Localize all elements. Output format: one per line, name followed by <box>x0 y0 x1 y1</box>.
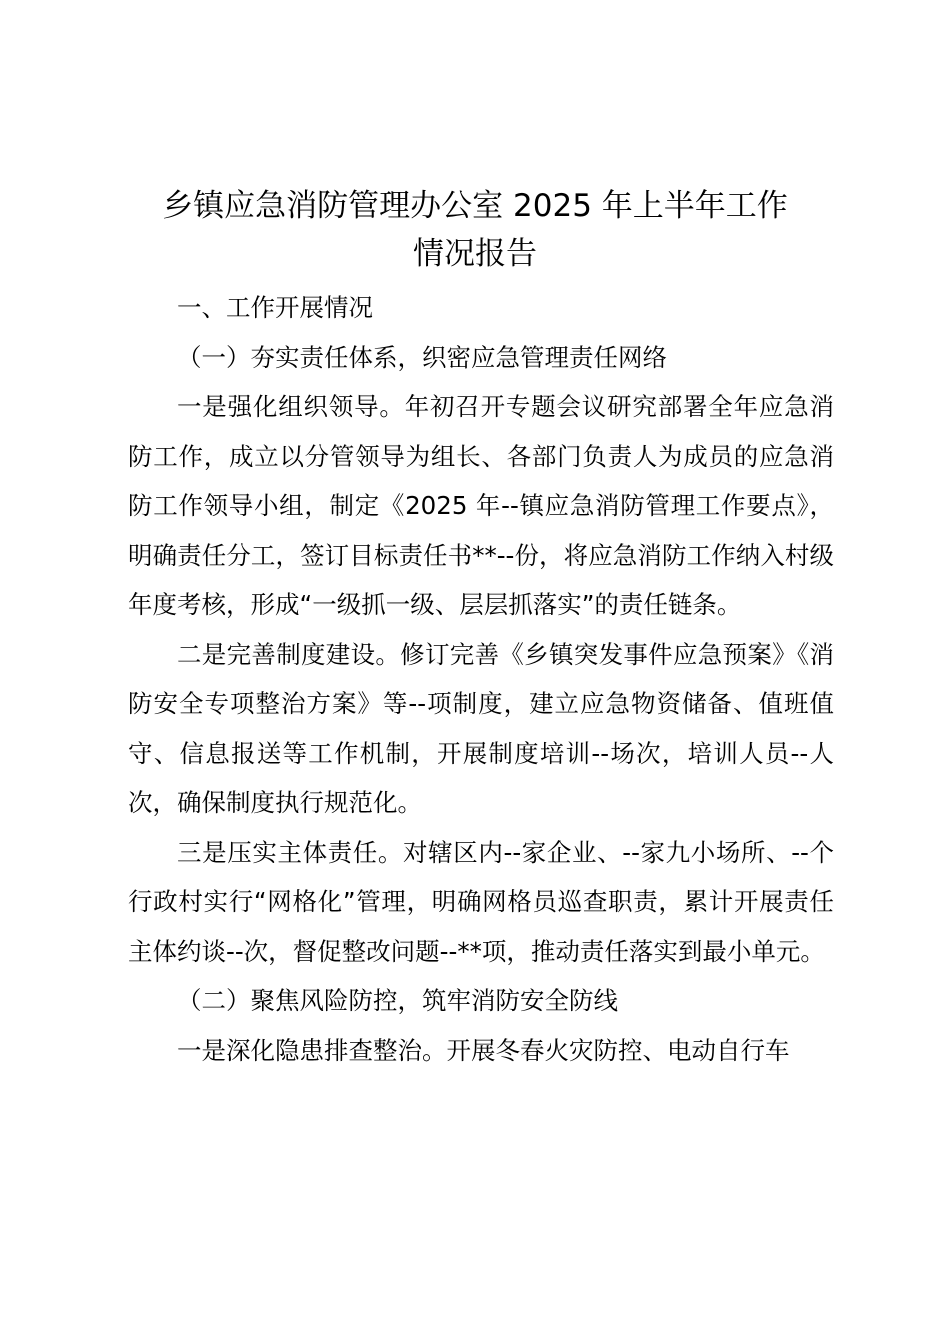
document-title <box>110 182 840 278</box>
title-line-1: 乡镇应急消防管理办公室 2025 年上半年工作 <box>162 188 788 224</box>
document-body <box>128 283 834 1075</box>
paragraph-1: 一是强化组织领导。年初召开专题会议研究部署全年应急消防工作，成立以分管领导为组长、各部门负责人为成员的应急消防工作领导小组，制定《2025 年--镇应急消防管理工作要点》，明确责任分工，签订目标责任书**--份，将应急消防工作纳入村级年度考核，形成“一级抓一级、层层抓落实”的责任链条。 <box>128 392 834 619</box>
paragraph-4: 一是深化隐患排查整治。开展冬春火灾防控、电动自行车 <box>177 1035 790 1065</box>
paragraph-2: 二是完善制度建设。修订完善《乡镇突发事件应急预案》《消防安全专项整治方案》等--项制度，建立应急物资储备、值班值守、信息报送等工作机制，开展制度培训--场次，培训人员--人次，确保制度执行规范化。 <box>128 639 834 817</box>
title-line-2: 情况报告 <box>413 236 537 272</box>
subsection-heading-1: （一）夯实责任体系，织密应急管理责任网络 <box>177 342 667 372</box>
paragraph-3: 三是压实主体责任。对辖区内--家企业、--家九小场所、--个行政村实行“网格化”管理，明确网格员巡查职责，累计开展责任主体约谈--次，督促整改问题--**项，推动责任落实到最小单元。 <box>128 837 834 966</box>
section-heading: 一、工作开展情况 <box>177 293 373 322</box>
subsection-heading-2: （二）聚焦风险防控，筑牢消防安全防线 <box>177 986 618 1015</box>
